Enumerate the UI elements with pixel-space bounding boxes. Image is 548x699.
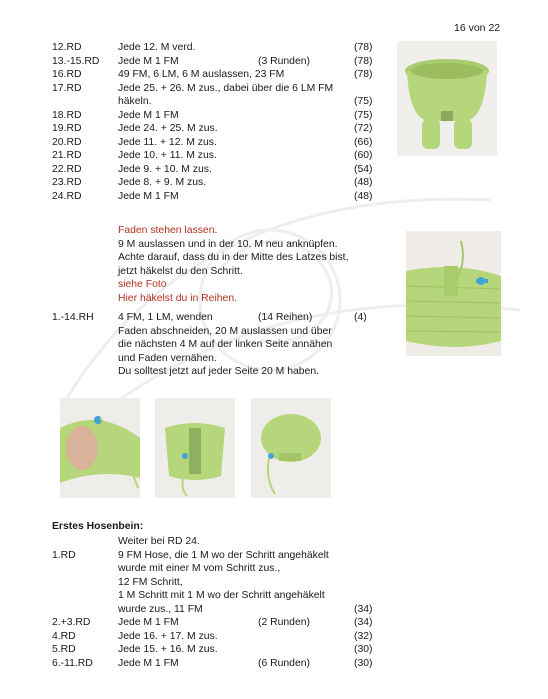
stitch-count: (30) (354, 644, 373, 655)
round-label: 18.RD (52, 109, 82, 121)
round-label: 6.-11.RD (52, 657, 93, 669)
instruction-text: 4 FM, 1 LM, wenden (118, 312, 213, 323)
instruction-text: Jede 8. + 9. M zus. (118, 177, 207, 188)
instruction-text: Jede 15. + 16. M zus. (118, 644, 218, 655)
instruction-text: 9 FM Hose, die 1 M wo der Schritt angehäkelt (118, 549, 329, 561)
instruction-text: Jede M 1 FM (118, 617, 179, 628)
round-label: 5.RD (52, 644, 76, 655)
photo-pants-body (397, 41, 497, 156)
photo-step-3 (251, 398, 331, 498)
round-label: 21.RD (52, 150, 82, 161)
round-label: 1.-14.RH (52, 312, 94, 323)
instruction-text: 9 M auslassen und in der 10. M neu anknüpfen. (118, 238, 338, 250)
instruction-text: wurde mit einer M vom Schritt zus., (118, 563, 281, 574)
stitch-count: (4) (354, 312, 367, 323)
instruction-text: 12 FM Schritt, (118, 576, 183, 588)
stitch-count: (30) (354, 657, 373, 669)
round-note: (2 Runden) (258, 617, 310, 628)
page-number: 16 von 22 (454, 22, 501, 34)
stitch-count: (34) (354, 603, 373, 615)
instruction-text: Jede 16. + 17. M zus. (118, 630, 218, 642)
stitch-count: (48) (354, 190, 373, 202)
instruction-text: Hier häkelst du in Reihen. (118, 292, 237, 304)
instruction-text: Achte darauf, dass du in der Mitte des Latzes bist, (118, 252, 349, 263)
stitch-count: (34) (354, 617, 373, 628)
round-label: 12.RD (52, 42, 82, 53)
instruction-text: Jede 25. + 26. M zus., dabei über die 6 LM FM (118, 82, 334, 94)
instruction-text: Jede M 1 FM (118, 657, 179, 669)
instruction-text: wurde zus., 11 FM (118, 603, 203, 615)
photo-crotch-piece (406, 231, 501, 356)
instruction-text: Jede 12. M verd. (118, 42, 196, 53)
stitch-count: (48) (354, 177, 373, 188)
instruction-text: Weiter bei RD 24. (118, 536, 200, 547)
stitch-count: (54) (354, 163, 373, 175)
round-note: (6 Runden) (258, 657, 310, 669)
round-label: 22.RD (52, 163, 82, 175)
instruction-text: die nächsten 4 M auf der linken Seite annähen (118, 339, 333, 350)
instruction-text: 49 FM, 6 LM, 6 M auslassen, 23 FM (118, 69, 285, 80)
photo-step-2 (155, 398, 235, 498)
round-label: 1.RD (52, 549, 76, 561)
stitch-count: (78) (354, 55, 373, 67)
instruction-text: Jede 24. + 25. M zus. (118, 123, 218, 134)
round-label: 24.RD (52, 190, 82, 202)
instruction-text: Jede M 1 FM (118, 190, 179, 202)
stitch-count: (78) (354, 69, 373, 80)
instruction-text: Jede 11. + 12. M zus. (118, 136, 217, 148)
instruction-text: Du solltest jetzt auf jeder Seite 20 M haben. (118, 366, 319, 377)
stitch-count: (60) (354, 150, 373, 161)
photo-step-1 (60, 398, 140, 498)
section-title: Erstes Hosenbein: (52, 521, 144, 532)
instruction-text: siehe Foto (118, 279, 167, 290)
stitch-count: (66) (354, 136, 373, 148)
instruction-text: Jede M 1 FM (118, 55, 179, 67)
round-note: (14 Reihen) (258, 312, 313, 323)
instruction-text: Jede 10. + 11. M zus. (118, 150, 217, 161)
instruction-text: Jede 9. + 10. M zus. (118, 163, 212, 175)
instruction-text: 1 M Schritt mit 1 M wo der Schritt angehäkelt (118, 590, 325, 601)
round-label: 20.RD (52, 136, 82, 148)
stitch-count: (78) (354, 42, 373, 53)
stitch-count: (75) (354, 109, 373, 121)
instruction-text: Jede M 1 FM (118, 109, 179, 121)
stitch-count: (72) (354, 123, 373, 134)
round-label: 16.RD (52, 69, 82, 80)
stitch-count: (75) (354, 96, 373, 107)
round-label: 4.RD (52, 630, 76, 642)
instruction-text: und Faden vernähen. (118, 352, 217, 364)
round-label: 23.RD (52, 177, 82, 188)
instruction-text: Faden abschneiden, 20 M auslassen und über (118, 325, 332, 337)
round-label: 2.+3.RD (52, 617, 91, 628)
round-label: 19.RD (52, 123, 82, 134)
instruction-text: jetzt häkelst du den Schritt. (118, 265, 243, 277)
round-label: 13.-15.RD (52, 55, 100, 67)
instruction-text: häkeln. (118, 96, 152, 107)
round-note: (3 Runden) (258, 55, 310, 67)
round-label: 17.RD (52, 82, 82, 94)
instruction-text: Faden stehen lassen. (118, 225, 218, 236)
stitch-count: (32) (354, 630, 373, 642)
